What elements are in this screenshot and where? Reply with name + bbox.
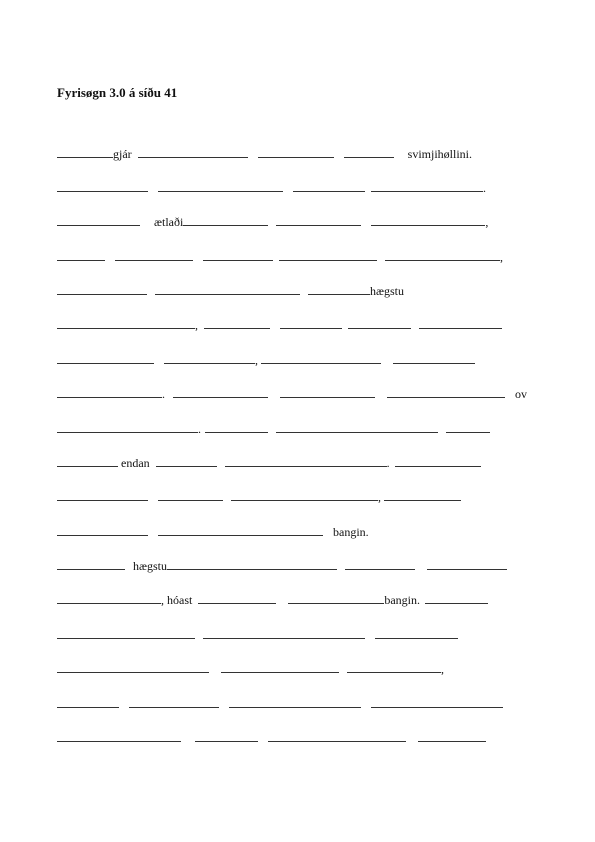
blank-field xyxy=(57,385,162,398)
blank-field xyxy=(57,523,148,536)
fill-in-line xyxy=(57,660,444,676)
blank-field xyxy=(57,660,209,673)
blank-field xyxy=(419,316,502,329)
line-text: , xyxy=(255,353,258,367)
line-text: hægstu xyxy=(133,559,168,573)
line-text: , xyxy=(378,490,381,504)
blank-field xyxy=(57,316,195,329)
line-text: . xyxy=(198,422,201,436)
blank-field xyxy=(57,145,113,158)
line-text: , xyxy=(195,318,198,332)
fill-in-line xyxy=(57,488,461,504)
blank-field xyxy=(138,145,248,158)
fill-in-line xyxy=(57,145,472,161)
blank-field xyxy=(115,248,193,261)
blank-field xyxy=(183,213,268,226)
blank-field xyxy=(375,626,458,639)
blank-field xyxy=(205,420,268,433)
blank-field xyxy=(167,557,337,570)
blank-field xyxy=(203,248,273,261)
blank-field xyxy=(57,557,125,570)
blank-field xyxy=(427,557,507,570)
fill-in-line xyxy=(57,316,502,332)
line-text: svimjihøllini. xyxy=(407,147,472,161)
blank-field xyxy=(156,454,217,467)
blank-field xyxy=(57,282,147,295)
blank-field xyxy=(229,695,361,708)
blank-field xyxy=(288,591,384,604)
blank-field xyxy=(164,351,255,364)
blank-field xyxy=(57,351,154,364)
blank-field xyxy=(155,282,300,295)
blank-field xyxy=(446,420,490,433)
line-text: . xyxy=(483,181,486,195)
blank-field xyxy=(276,213,361,226)
line-text: bangin. xyxy=(384,593,421,607)
fill-in-line xyxy=(57,626,458,642)
blank-field xyxy=(57,488,148,501)
blank-field xyxy=(371,695,503,708)
blank-field xyxy=(293,179,365,192)
blank-field xyxy=(158,179,283,192)
fill-in-line xyxy=(57,454,481,470)
blank-field xyxy=(425,591,488,604)
blank-field xyxy=(158,488,223,501)
line-text: ætlaði xyxy=(154,215,184,229)
blank-field xyxy=(57,695,119,708)
blank-field xyxy=(204,316,270,329)
blank-field xyxy=(345,557,415,570)
blank-field xyxy=(308,282,370,295)
fill-in-line xyxy=(57,729,486,745)
blank-field xyxy=(221,660,339,673)
line-text: ov xyxy=(515,387,527,401)
blank-field xyxy=(280,316,342,329)
blank-field xyxy=(276,420,438,433)
blank-field xyxy=(195,729,258,742)
blank-field xyxy=(57,626,195,639)
blank-field xyxy=(129,695,219,708)
fill-in-line xyxy=(57,282,404,298)
line-text: , xyxy=(485,215,489,229)
blank-field xyxy=(280,385,375,398)
blank-field xyxy=(261,351,381,364)
blank-field xyxy=(198,591,276,604)
fill-in-line xyxy=(57,420,490,436)
blank-field xyxy=(371,213,485,226)
line-text: gjár xyxy=(113,147,132,161)
line-text: bangin. xyxy=(333,525,369,539)
fill-in-line xyxy=(57,213,488,229)
fill-in-line xyxy=(57,523,369,539)
blank-field xyxy=(371,179,483,192)
fill-in-line xyxy=(57,248,503,264)
fill-in-line xyxy=(57,351,475,367)
blank-field xyxy=(57,729,181,742)
blank-field xyxy=(384,488,461,501)
blank-field xyxy=(57,454,118,467)
blank-field xyxy=(347,660,441,673)
blank-field xyxy=(57,591,161,604)
fill-in-line xyxy=(57,591,488,607)
line-text: endan xyxy=(121,456,150,470)
blank-field xyxy=(348,316,411,329)
blank-field xyxy=(393,351,475,364)
fill-in-line xyxy=(57,557,507,573)
line-text: hægstu xyxy=(370,284,405,298)
blank-field xyxy=(173,385,268,398)
blank-field xyxy=(279,248,377,261)
blank-field xyxy=(385,248,500,261)
line-text: , hóast xyxy=(161,593,193,607)
blank-field xyxy=(57,179,148,192)
blank-field xyxy=(231,488,378,501)
blank-field xyxy=(418,729,486,742)
page-title: Fyrisøgn 3.0 á síðu 41 xyxy=(57,85,178,100)
blank-field xyxy=(158,523,323,536)
fill-in-line xyxy=(57,385,527,401)
blank-field xyxy=(387,385,505,398)
blank-field xyxy=(344,145,394,158)
blank-field xyxy=(57,248,105,261)
blank-field xyxy=(258,145,334,158)
line-text: . xyxy=(162,387,165,401)
blank-field xyxy=(395,454,481,467)
blank-field xyxy=(268,729,406,742)
line-text: . xyxy=(386,456,390,470)
fill-in-line xyxy=(57,695,503,711)
blank-field xyxy=(57,213,140,226)
line-text: , xyxy=(500,250,503,264)
blank-field xyxy=(203,626,365,639)
blank-field xyxy=(57,420,198,433)
fill-in-line xyxy=(57,179,486,195)
line-text: , xyxy=(441,662,444,676)
blank-field xyxy=(225,454,387,467)
